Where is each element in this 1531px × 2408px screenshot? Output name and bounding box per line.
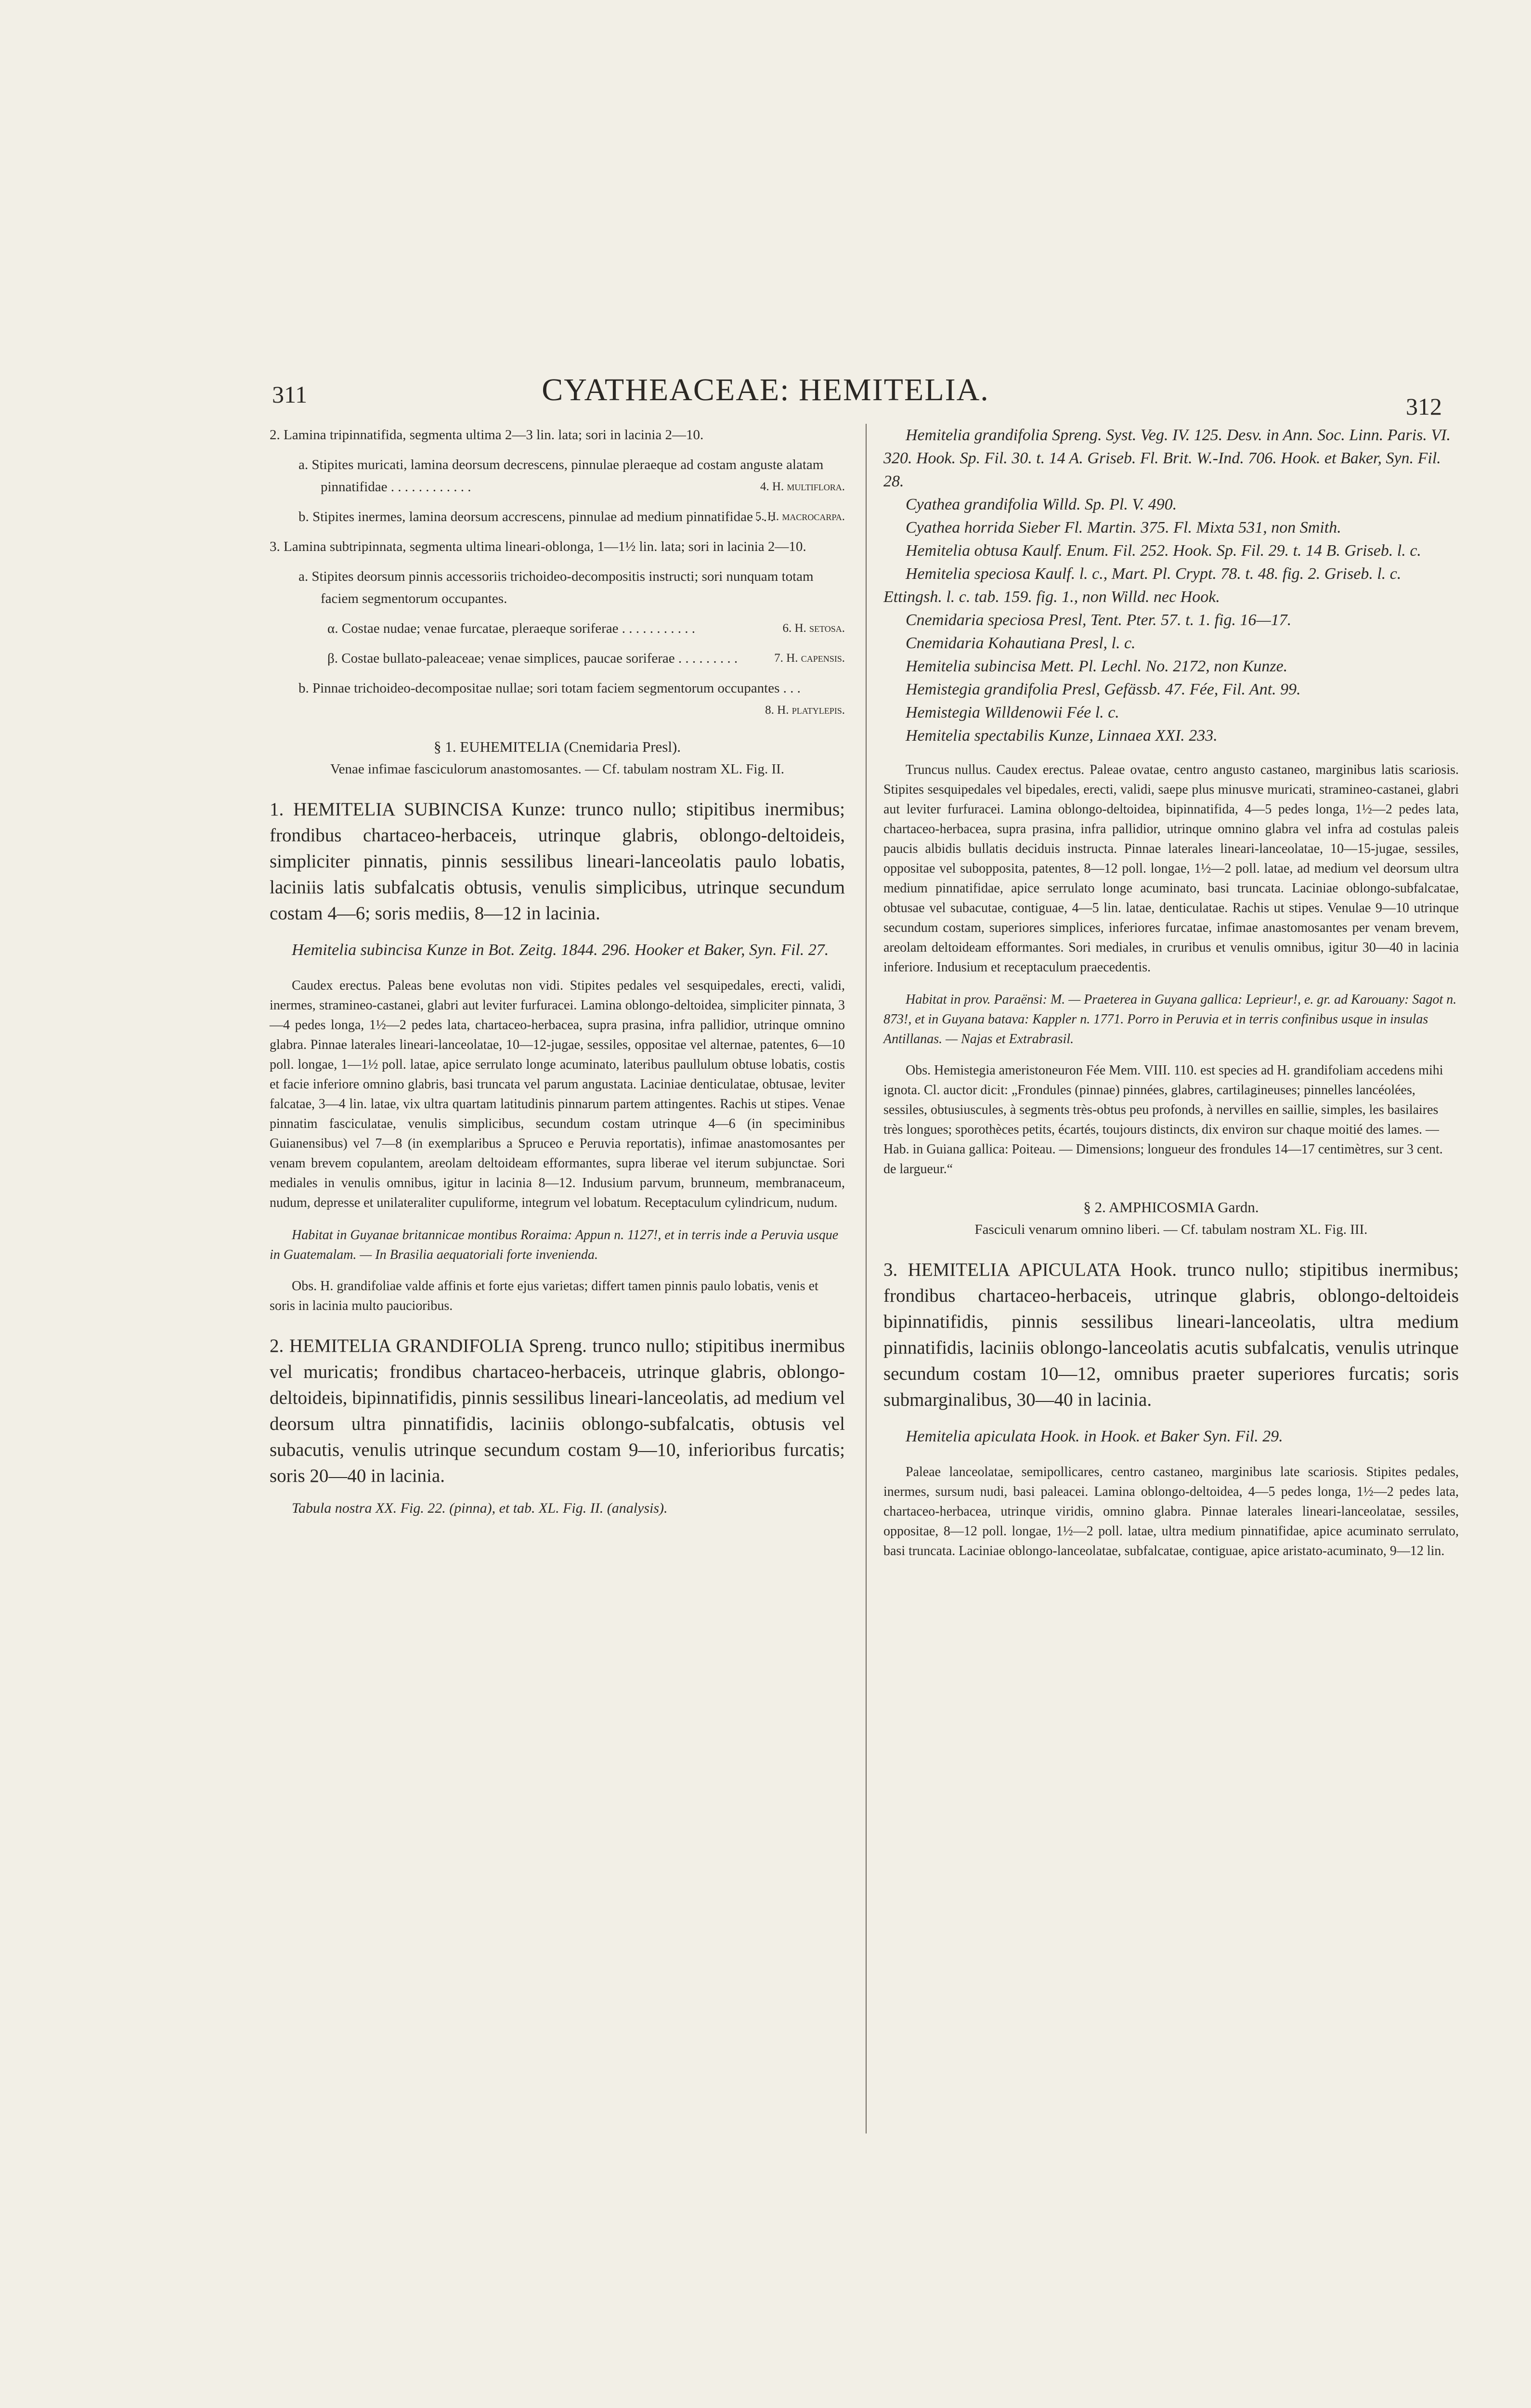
synonym: Hemitelia grandifolia Spreng. Syst. Veg. IV. 125. Desv. in Ann. Soc. Linn. Paris. VI. 320. Hook. Sp. Fil. 30. t. 14 A. Griseb. Fl. Brit. W.-Ind. 706. Hook. et Baker, Syn. Fil. 28. [883, 426, 1451, 490]
species-citation: Hemitelia apiculata Hook. in Hook. et Baker Syn. Fil. 29. [906, 1427, 1283, 1445]
species-diagnosis: 1. HEMITELIA SUBINCISA Kunze: trunco nullo; stipitibus inermibus; frondibus chartaceo-herbaceis, utrinque glabris, oblongo-deltoideis, simpliciter pinnatis, pinnis sessilibus lineari-lanceolatis paulo lobatis, laciniis latis subfalcatis obtusis, venulis simplicibus, utrinque secundum costam 4—6; soris mediis, 8—12 in lacinia. [270, 799, 845, 924]
key-text: a. Stipites deorsum pinnis accessoriis trichoideo-decompositis instructi; sori nunquam totam faciem segmentorum occupantes. [298, 569, 814, 606]
key-reference: 4. H. multiflora. [760, 480, 845, 493]
species-observation: Obs. H. grandifoliae valde affinis et forte ejus varietas; differt tamen pinnis paulo lobatis, venis et soris in lacinia multo paucioribus. [270, 1279, 818, 1313]
key-text: 3. Lamina subtripinnata, segmenta ultima lineari-oblonga, 1—1½ lin. lata; sori in lacinia 2—10. [270, 539, 806, 554]
right-column [883, 424, 1459, 1573]
synonym: Cnemidaria Kohautiana Presl, l. c. [906, 634, 1136, 652]
key-reference: 7. H. capensis. [774, 652, 845, 665]
key-entry [270, 424, 845, 446]
section-subheading: Fasciculi venarum omnino liberi. — Cf. tabulam nostram XL. Fig. III. [974, 1222, 1368, 1237]
species-observation: Obs. Hemistegia ameristoneuron Fée Mem. VIII. 110. est species ad H. grandifoliam accedens mihi ignota. Cl. auctor dicit: „Frondules (pinnae) pinnées, glabres, cartilagineuses; pinnelles lancéolées, sessiles, obtusiuscules, à segments très-obtus peu profonds, à nervilles en saillie, simples, les basilaires très longues; sporothèces petits, écartés, toujours distincts, dix environ sur chaque moitié des lames. — Hab. in Guiana gallica: Poiteau. — Dimensions; longueur des frondules 14—17 centimètres, sur 3 cent. de largueur.“ [883, 1063, 1443, 1177]
key-entry [298, 454, 845, 498]
running-title: CYATHEACEAE: HEMITELIA. [542, 372, 989, 407]
key-entry [327, 647, 845, 669]
species-diagnosis: 3. HEMITELIA APICULATA Hook. trunco nullo; stipitibus inermibus; frondibus chartaceo-herbaceis, utrinque glabris, oblongo-deltoideis bipinnatifidis, pinnis sessilibus lineari-lanceolatis, ultra medium pinnatifidis, laciniis oblongo-lanceolatis acutis subfalcatis, venulis utrinque secundum costam 10—12, omnibus praeter superiores furcatis; soris submarginalibus, 30—40 in lacinia. [883, 1259, 1459, 1410]
synonym: Cyathea horrida Sieber Fl. Martin. 375. Fl. Mixta 531, non Smith. [906, 519, 1341, 537]
page-number-right: 312 [1406, 393, 1442, 420]
key-entry [298, 506, 845, 528]
synonym: Hemitelia subincisa Mett. Pl. Lechl. No. 2172, non Kunze. [906, 657, 1288, 675]
species-citation: Hemitelia subincisa Kunze in Bot. Zeitg. 1844. 296. Hooker et Baker, Syn. Fil. 27. [292, 941, 829, 959]
key-text: b. Pinnae trichoideo-decompositae nullae; sori totam faciem segmentorum occupantes . . . [298, 681, 801, 696]
section-subheading: Venae infimae fasciculorum anastomosantes. — Cf. tabulam nostram XL. Fig. II. [330, 761, 785, 777]
synonym: Cnemidaria speciosa Presl, Tent. Pter. 57. t. 1. fig. 16—17. [906, 611, 1292, 629]
key-reference: 5. H. macrocarpa. [755, 510, 845, 523]
species-description: Truncus nullus. Caudex erectus. Paleae ovatae, centro angusto castaneo, marginibus latis scariosis. Stipites sesquipedales vel bipedales, erecti, validi, saepe plus minusve muricati, stramineo-castanei, glabri aut leviter furfuracei. Lamina oblongo-deltoidea, bipinnatifida, 4—5 pedes longa, 1½—2 pedes lata, chartaceo-herbacea, supra prasina, infra pallidior, utrinque omnino glabra vel infra ad costulas paleis paucis albidis bullatis deciduis instructa. Pinnae laterales lineari-lanceolatae, 10—15-jugae, sessiles, oppositae vel subopposita, patentes, 8—12 poll. longae, 1½—2 poll. latae, ad medium vel deorsum ultra medium pinnatifidae, apice serrulato longe acuminato, basi truncata. Laciniae oblongo-subfalcatae, obtusae vel subacutae, contiguae, 4—5 lin. latae, denticulatae. Rachis ut stipes. Venulae 9—10 utrinque secundum costam, superiores simplices, inferiores furcatae, infimae anastomosantes per venam brevem, areolam deltoideam efformantes. Sori mediales, in cruribus et venulis omnibus, igitur 30—40 in lacinia inferiore. Indusium et receptaculum praecedentis. [883, 762, 1459, 975]
synonym: Cyathea grandifolia Willd. Sp. Pl. V. 490. [906, 496, 1177, 513]
synonym: Hemistegia Willdenowii Fée l. c. [906, 704, 1119, 721]
species-habitat: Habitat in prov. Paraënsi: M. — Praeterea in Guyana gallica: Leprieur!, e. gr. ad Karouany: Sagot n. 873!, et in Guyana batava: Kappler n. 1771. Porro in Peruvia et in terris confinibus usque in insulas Antillanas. — Najas et Extrabrasil. [883, 992, 1457, 1047]
section-heading: § 1. EUHEMITELIA (Cnemidaria Presl). [433, 738, 681, 755]
key-entry [270, 536, 845, 558]
key-entry [327, 617, 845, 640]
synonym: Hemitelia spectabilis Kunze, Linnaea XXI. 233. [906, 727, 1218, 745]
key-text: α. Costae nudae; venae furcatae, pleraeque soriferae . . . . . . . . . . . [327, 621, 696, 636]
key-entry [298, 565, 845, 610]
section-heading: § 2. AMPHICOSMIA Gardn. [1083, 1199, 1259, 1216]
synonym: Hemitelia speciosa Kaulf. l. c., Mart. Pl. Crypt. 78. t. 48. fig. 2. Griseb. l. c. Ettingsh. l. c. tab. 159. fig. 1., non Willd. nec Hook. [883, 565, 1401, 606]
synonym: Hemitelia obtusa Kaulf. Enum. Fil. 252. Hook. Sp. Fil. 29. t. 14 B. Griseb. l. c. [906, 542, 1421, 560]
synonymy-list [883, 424, 1459, 747]
key-reference: 6. H. setosa. [782, 622, 845, 635]
key-text: 2. Lamina tripinnatifida, segmenta ultima 2—3 lin. lata; sori in lacinia 2—10. [270, 427, 704, 443]
species-description: Caudex erectus. Paleas bene evolutas non vidi. Stipites pedales vel sesquipedales, erecti, validi, inermes, stramineo-castanei, glabri aut leviter furfuracei. Lamina oblongo-deltoidea, simpliciter pinnata, 3—4 pedes longa, 1½—2 pedes lata, chartaceo-herbacea, supra prasina, infra pallidior, utrinque omnino glabra. Pinnae laterales lineari-lanceolatae, 10—12-jugae, sessiles, oppositae vel alternae, patentes, 6—10 poll. longae, 1—1½ poll. latae, apice serrulato longe acuminato, lateribus paullulum obtuse lobatis, costis et facie inferiore omnino glabris, basi truncata vel parum angustata. Laciniae denticulatae, obtusae, leviter falcatae, 3—4 lin. latae, vix ultra quartam latitudinis pinnarum partem attingentes. Rachis ut stipes. Venae pinnatim fasciculatae, venulis simplicibus, secundum costam utrinque 4—6 (in speciminibus Guianensibus) vel 7—8 (in exemplaribus a Spruceo e Peruvia reportatis), infimae anastomosantes per venam brevem copulantem, areolam deltoideam efformantes, supra liberae vel iterum subjunctae. Sori mediales in venulis omnibus, igitur in lacinia 8—12. Indusium parvum, brunneum, membranaceum, nudum, depresse et unilateraliter cupuliforme, integrum vel lobatum. Receptaculum cylindricum, nudum. [270, 978, 845, 1210]
plate-reference: Tabula nostra XX. Fig. 22. (pinna), et tab. XL. Fig. II. (analysis). [292, 1500, 668, 1516]
synonym: Hemistegia grandifolia Presl, Gefässb. 47. Fée, Fil. Ant. 99. [906, 681, 1301, 698]
left-column [270, 424, 845, 1519]
species-description: Paleae lanceolatae, semipollicares, centro castaneo, marginibus late scariosis. Stipites pedales, inermes, sursum nudi, basi paleacei. Lamina oblongo-deltoidea, 4—5 pedes longa, 1½—2 pedes lata, chartaceo-herbacea, utrinque viridis, omnino glabra. Pinnae laterales lineari-lanceolatae, sessiles, oppositae, 8—12 poll. longae, 1½—2 poll. latae, ultra medium pinnatifidae, apice acuminato serrulato, basi truncata. Laciniae oblongo-lanceolatae, subfalcatae, contiguae, apice aristato-acuminato, 9—12 lin. [883, 1465, 1459, 1558]
key-text: β. Costae bullato-paleaceae; venae simplices, paucae soriferae . . . . . . . . . [327, 651, 738, 666]
key-text: b. Stipites inermes, lamina deorsum accrescens, pinnulae ad medium pinnatifidae . . . [298, 509, 774, 524]
key-entry [298, 677, 845, 721]
page-number-left: 311 [272, 381, 308, 408]
species-diagnosis: 2. HEMITELIA GRANDIFOLIA Spreng. trunco nullo; stipitibus inermibus vel muricatis; frondibus chartaceo-herbaceis, utrinque glabris, oblongo-deltoideis, bipinnatifidis, pinnis sessilibus lineari-lanceolatis, ad medium vel deorsum ultra pinnatifidis, laciniis oblongo-subfalcatis, obtusis vel subacutis, venulis utrinque secundum costam 9—10, inferioribus furcatis; soris 20—40 in lacinia. [270, 1335, 845, 1486]
species-habitat: Habitat in Guyanae britannicae montibus Roraima: Appun n. 1127!, et in terris inde a Peruvia usque in Guatemalam. — In Brasilia aequatoriali forte invenienda. [270, 1228, 839, 1262]
key-reference: 8. H. platylepis. [765, 704, 845, 717]
key-text: a. Stipites muricati, lamina deorsum decrescens, pinnulae pleraeque ad costam anguste alatam pinnatifidae . . . . . . . . . . . . [298, 457, 824, 495]
